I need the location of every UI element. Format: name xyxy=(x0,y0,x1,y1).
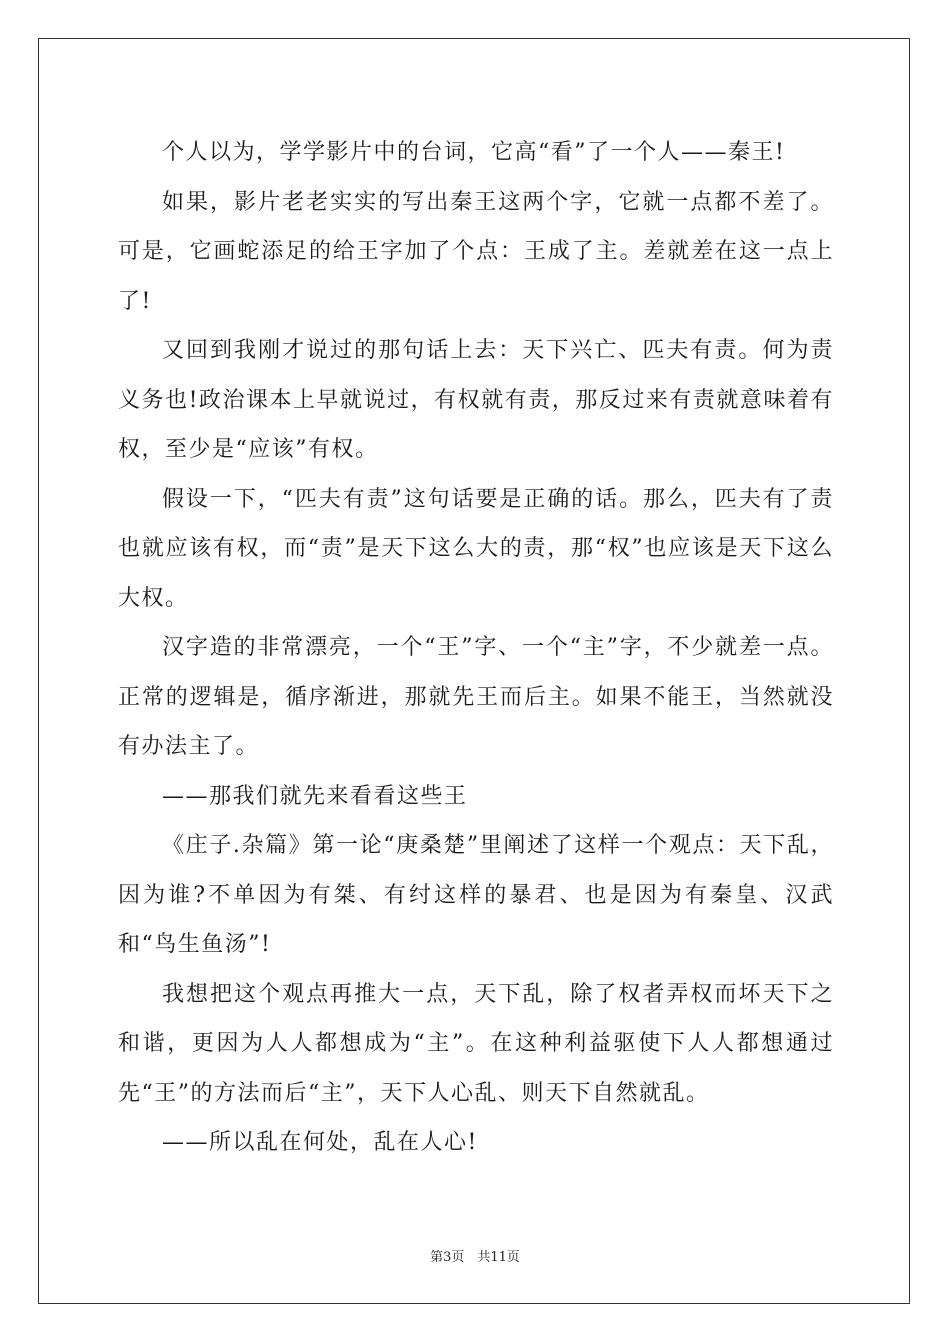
paragraph: ——所以乱在何处，乱在人心! xyxy=(162,1130,478,1155)
page-number-footer: 第3页 共11页 xyxy=(430,1250,520,1265)
paragraph: 如果，影片老老实实的写出秦王这两个字，它就一点都不差了。可是，它画蛇添足的给王字加了个点：王成了主。差就差在这一点上了! xyxy=(118,189,834,314)
paragraph: ——那我们就先来看看这些王 xyxy=(162,783,468,809)
document-body xyxy=(118,128,834,1168)
paragraph: 假设一下，“匹夫有责”这句话要是正确的话。那么，匹夫有了责也就应该有权，而“责”是天下这么大的责，那“权”也应该是天下这么大权。 xyxy=(118,486,834,611)
paragraph: 《庄子.杂篇》第一论“庚桑楚”里阐述了这样一个观点：天下乱，因为谁?不单因为有桀、有纣这样的暴君、也是因为有秦皇、汉武和“鸟生鱼汤”! xyxy=(118,833,834,957)
paragraph: 又回到我刚才说过的那句话上去：天下兴亡、匹夫有责。何为责义务也!政治课本上早就说过，有权就有责，那反过来有责就意味着有权，至少是“应该”有权。 xyxy=(118,338,834,462)
paragraph: 汉字造的非常漂亮，一个“王”字、一个“主”字，不少就差一点。正常的逻辑是，循序渐进，那就先王而后主。如果不能王，当然就没有办法主了。 xyxy=(118,635,834,759)
paragraph: 个人以为，学学影片中的台词，它高“看”了一个人——秦王! xyxy=(162,140,786,165)
paragraph: 我想把这个观点再推大一点，天下乱，除了权者弄权而坏天下之和谐，更因为人人都想成为“主”。在这种利益驱使下人人都想通过先“王”的方法而后“主”，天下人心乱、则天下自然就乱。 xyxy=(118,981,834,1106)
